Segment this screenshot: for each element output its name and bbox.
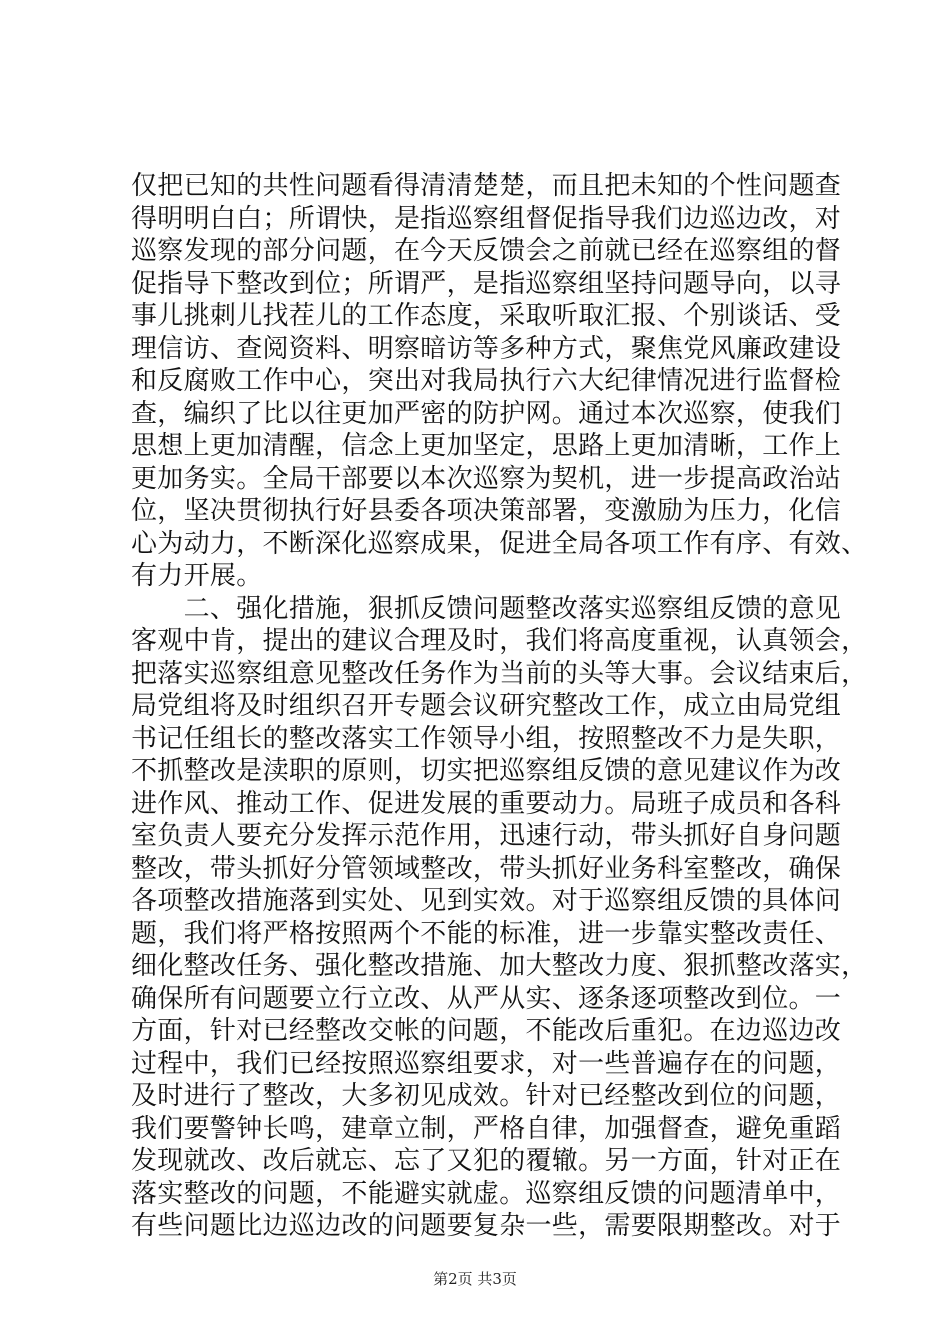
text-line: 发现就改、改后就忘、忘了又犯的覆辙。另一方面，针对正在	[131, 1146, 842, 1176]
text-line: 确保所有问题要立行立改、从严从实、逐条逐项整改到位。一	[131, 983, 842, 1014]
text-line: 事儿挑刺儿找茬儿的工作态度，采取听取汇报、个别谈话、受	[131, 301, 842, 331]
text-line: 局党组将及时组织召开专题会议研究整改工作，成立由局党组	[131, 691, 842, 721]
text-line: 客观中肯，提出的建议合理及时，我们将高度重视，认真领会，	[131, 626, 868, 656]
text-line: 落实整改的问题，不能避实就虚。巡察组反馈的问题清单中，	[131, 1178, 842, 1209]
text-line: 把落实巡察组意见整改任务作为当前的头等大事。会议结束后，	[131, 658, 868, 689]
text-line: 细化整改任务、强化整改措施、加大整改力度、狠抓整改落实，	[131, 951, 868, 981]
text-line: 我们要警钟长鸣，建章立制，严格自律，加强督查，避免重蹈	[131, 1113, 842, 1144]
text-line: 方面，针对已经整改交帐的问题，不能改后重犯。在边巡边改	[131, 1016, 842, 1046]
text-line: 室负责人要充分发挥示范作用，迅速行动，带头抓好自身问题	[131, 821, 842, 851]
text-line: 二、强化措施，狠抓反馈问题整改落实巡察组反馈的意见	[131, 593, 842, 624]
text-line: 进作风、推动工作、促进发展的重要动力。局班子成员和各科	[131, 788, 842, 819]
text-line: 得明明白白；所谓快，是指巡察组督促指导我们边巡边改，对	[131, 203, 842, 234]
text-line: 有些问题比边巡边改的问题要复杂一些，需要限期整改。对于	[131, 1211, 842, 1241]
text-line: 和反腐败工作中心，突出对我局执行六大纪律情况进行监督检	[131, 366, 842, 396]
page-number-footer: 第2页 共3页	[433, 1270, 517, 1288]
text-line: 理信访、查阅资料、明察暗访等多种方式，聚焦党风廉政建设	[131, 333, 842, 364]
text-line: 整改，带头抓好分管领域整改，带头抓好业务科室整改，确保	[131, 853, 842, 884]
body-text	[131, 170, 868, 1243]
text-line: 题，我们将严格按照两个不能的标准，进一步靠实整改责任、	[131, 918, 842, 949]
text-line: 思想上更加清醒，信念上更加坚定，思路上更加清晰，工作上	[131, 431, 842, 461]
text-line: 位，坚决贯彻执行好县委各项决策部署，变激励为压力，化信	[131, 496, 842, 526]
text-line: 过程中，我们已经按照巡察组要求，对一些普遍存在的问题，	[131, 1048, 842, 1079]
text-line: 更加务实。全局干部要以本次巡察为契机，进一步提高政治站	[131, 463, 842, 494]
text-line: 不抓整改是渎职的原则，切实把巡察组反馈的意见建议作为改	[131, 756, 842, 786]
text-line: 各项整改措施落到实处、见到实效。对于巡察组反馈的具体问	[131, 886, 842, 916]
text-line: 查，编织了比以往更加严密的防护网。通过本次巡察，使我们	[131, 398, 842, 429]
text-line: 巡察发现的部分问题，在今天反馈会之前就已经在巡察组的督	[131, 236, 842, 266]
text-line: 及时进行了整改，大多初见成效。针对已经整改到位的问题，	[131, 1081, 842, 1111]
text-line: 心为动力，不断深化巡察成果，促进全局各项工作有序、有效、	[131, 528, 868, 559]
text-line: 书记任组长的整改落实工作领导小组，按照整改不力是失职，	[131, 723, 842, 754]
text-line: 有力开展。	[131, 561, 263, 591]
text-line: 仅把已知的共性问题看得清清楚楚，而且把未知的个性问题查	[131, 171, 842, 201]
text-line: 促指导下整改到位；所谓严，是指巡察组坚持问题导向，以寻	[131, 268, 842, 299]
